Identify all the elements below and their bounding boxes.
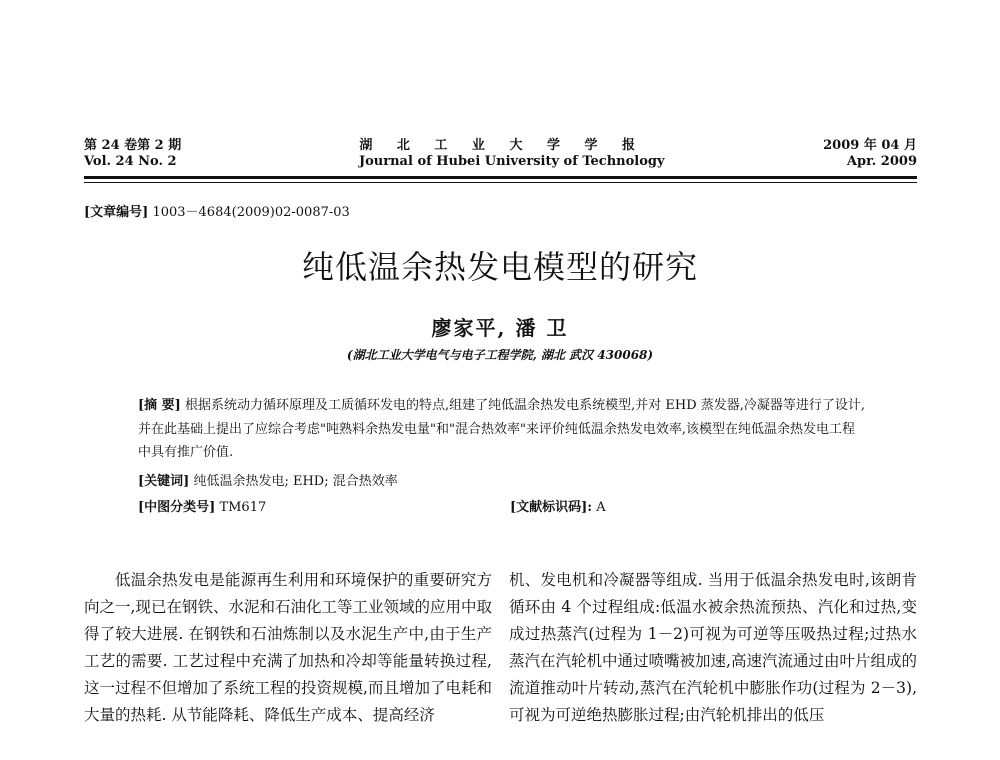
body-column-left: 低温余热发电是能源再生利用和环境保护的重要研究方向之一,现已在钢铁、水泥和石油化工等工业领域的应用中取得了较大进展. 在钢铁和石油炼制以及水泥生产中,由于生产工艺的需要. 工艺过程中充满了加热和冷却等能量转换过程,这一过程不但增加了系统工程的投资规模,而且增加了电耗和大量的热耗. 从节能降耗、降低生产成本、提高经济 — [84, 571, 492, 724]
volume-issue-en: Vol. 24 No. 2 — [84, 154, 177, 169]
classification-text: TM617 — [219, 500, 267, 515]
publication-date-en: Apr. 2009 — [846, 154, 917, 169]
journal-header-cn — [84, 134, 917, 153]
volume-issue-cn: 第 24 卷第 2 期 — [84, 138, 182, 153]
keywords-label: [关键词] — [138, 474, 190, 489]
classification-number — [138, 496, 266, 515]
abstract — [138, 394, 868, 465]
abstract-label: [摘 要] — [138, 398, 181, 413]
article-number — [84, 201, 350, 220]
authors: 廖家平, 潘 卫 — [431, 316, 569, 340]
classification-label: [中图分类号] — [138, 500, 216, 515]
document-code — [510, 496, 606, 515]
abstract-text: 根据系统动力循环原理及工质循环发电的特点,组建了纯低温余热发电系统模型,并对 EHD 蒸发器,冷凝器等进行了设计,并在此基础上提出了应综合考虑"吨熟料余热发电量"和"混合热效率"来评价纯低温余热发电效率,该模型在纯低温余热发电工程中具有推广价值. — [138, 398, 866, 460]
article-number-label: [文章编号] — [84, 205, 149, 220]
keywords — [138, 470, 398, 489]
document-code-text: A — [596, 500, 606, 515]
publication-date-cn: 2009 年 04 月 — [823, 138, 917, 153]
paper-title: 纯低温余热发电模型的研究 — [301, 248, 698, 286]
body-column-right: 机、发电机和冷凝器等组成. 当用于低温余热发电时,该朗肯循环由 4 个过程组成:低温水被余热流预热、汽化和过热,变成过热蒸汽(过程为 1－2)可视为可逆等压吸热过程;过热水蒸汽在汽轮机中通过喷嘴被加速,高速汽流通过由叶片组成的流道推动叶片转动,蒸汽在汽轮机中膨胀作功(过程为 2－3),可视为可逆绝热膨胀过程;由汽轮机排出的低压 — [509, 571, 917, 724]
journal-name-en: Journal of Hubei University of Technology — [358, 154, 665, 169]
document-code-label: [文献标识码]: — [510, 500, 593, 515]
keywords-text: 纯低温余热发电; EHD; 混合热效率 — [193, 474, 398, 489]
article-number-value: 1003－4684(2009)02-0087-03 — [152, 205, 350, 220]
header-rule-thick — [84, 176, 917, 179]
journal-name-cn: 湖 北 工 业 大 学 学 报 — [359, 138, 646, 153]
journal-header-en — [84, 154, 917, 169]
affiliation: (湖北工业大学电气与电子工程学院, 湖北 武汉 430068) — [346, 348, 654, 362]
header-rule-thin — [84, 182, 917, 183]
